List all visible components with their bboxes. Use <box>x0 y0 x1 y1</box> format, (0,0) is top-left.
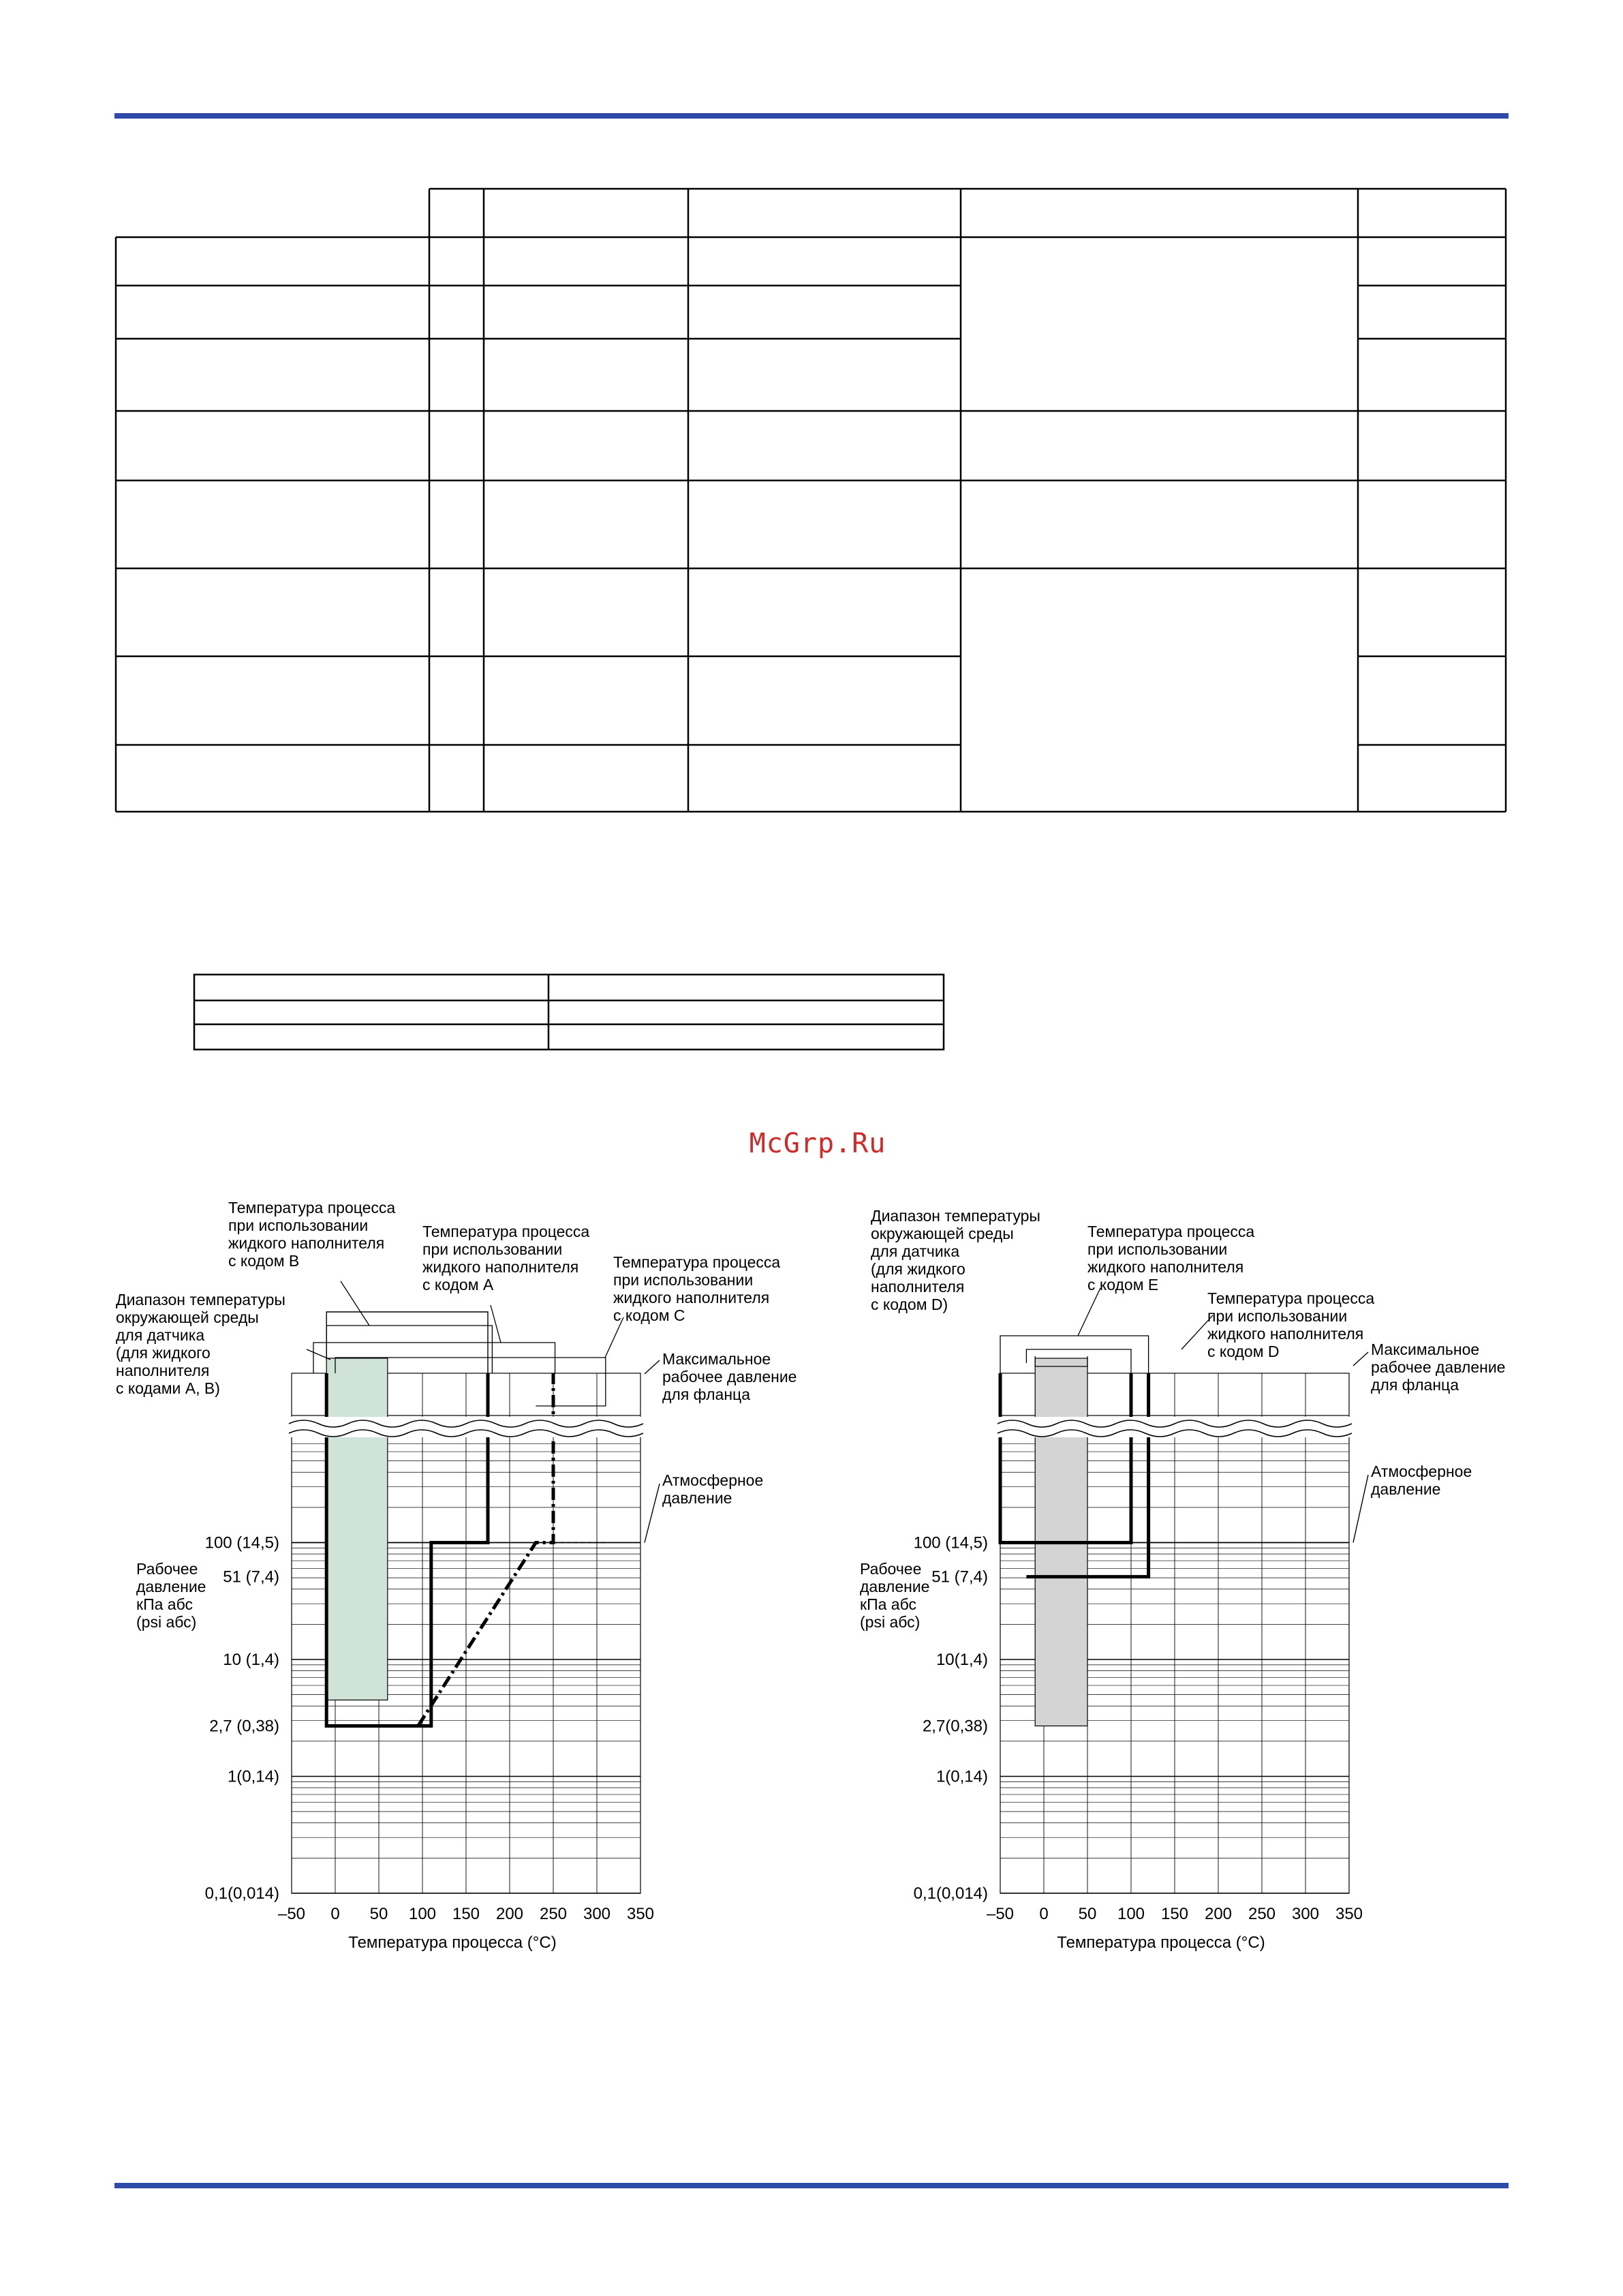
x-tick-label: 50 <box>1078 1905 1097 1923</box>
y-tick-label: 100 (14,5) <box>913 1533 988 1552</box>
annotation-ambient: наполнителя <box>116 1362 210 1379</box>
y-tick-label: 51 (7,4) <box>931 1567 988 1587</box>
x-axis-title: Температура процесса (°C) <box>348 1933 557 1952</box>
annotation-max_pressure: Максимальное <box>1371 1341 1480 1358</box>
y-axis-title: (psi абс) <box>860 1613 921 1632</box>
chart-right-labels <box>860 1207 1505 1952</box>
x-tick-label: 0 <box>1039 1905 1049 1923</box>
annotation-ambient: окружающей среды <box>116 1308 259 1326</box>
x-tick-label: 200 <box>495 1905 524 1923</box>
y-tick-label: 10(1,4) <box>936 1651 988 1669</box>
y-axis-title: кПа абс <box>860 1595 916 1614</box>
annotation-atmospheric: давление <box>662 1489 732 1507</box>
annotation-max_pressure: для фланца <box>662 1386 750 1403</box>
annotation-ambient: окружающей среды <box>871 1225 1014 1242</box>
y-tick-label: 10 (1,4) <box>223 1651 279 1669</box>
annotation-code_a: жидкого наполнителя <box>422 1258 579 1276</box>
x-tick-label: 150 <box>1160 1905 1189 1923</box>
annotation-ambient: Диапазон температуры <box>871 1207 1040 1225</box>
axis-break-mask <box>996 1417 1353 1437</box>
x-tick-label: 50 <box>369 1905 388 1923</box>
annotation-ambient: Диапазон температуры <box>116 1291 285 1308</box>
annotation-ambient: (для жидкого <box>871 1260 965 1278</box>
annotation-code_c: с кодом C <box>613 1306 685 1324</box>
y-tick-label: 2,7(0,38) <box>922 1717 988 1736</box>
annotation-code_b: жидкого наполнителя <box>228 1234 385 1252</box>
y-axis-title: кПа абс <box>136 1595 193 1614</box>
x-tick-label: 100 <box>408 1905 437 1923</box>
ambient-range-shade <box>326 1358 388 1700</box>
annotation-max_pressure: Максимальное <box>662 1350 771 1368</box>
annotation-atmospheric: давление <box>1371 1480 1441 1498</box>
y-tick-label: 51 (7,4) <box>223 1567 279 1587</box>
annotation-ambient: с кодом D) <box>871 1296 948 1313</box>
annotation-code_b: Температура процесса <box>228 1199 396 1216</box>
chart-left-ambient-shade <box>326 1358 388 1700</box>
annotation-code_d: Температура процесса <box>1207 1289 1375 1307</box>
x-axis-title: Температура процесса (°C) <box>1057 1933 1265 1952</box>
annotation-code_e: при использовании <box>1087 1240 1228 1258</box>
annotation-code_c: Температура процесса <box>613 1253 781 1271</box>
annotation-max_pressure: для фланца <box>1371 1376 1459 1394</box>
leader-max_pressure <box>645 1360 660 1374</box>
x-tick-label: 300 <box>583 1905 611 1923</box>
annotation-code_d: с кодом D <box>1207 1343 1280 1360</box>
annotation-code_d: при использовании <box>1207 1307 1348 1325</box>
leader-max_pressure <box>1353 1352 1368 1366</box>
y-axis-title: давление <box>860 1578 930 1596</box>
y-axis-title: давление <box>136 1578 206 1596</box>
annotation-max_pressure: рабочее давление <box>662 1368 797 1386</box>
bracket-line <box>341 1281 369 1326</box>
annotation-atmospheric: Атмосферное <box>662 1471 764 1489</box>
annotation-ambient: для датчика <box>871 1242 960 1260</box>
annotation-code_d: жидкого наполнителя <box>1207 1325 1364 1343</box>
x-tick-label: 350 <box>626 1905 655 1923</box>
x-tick-label: 300 <box>1291 1905 1320 1923</box>
annotation-ambient: с кодами A, B) <box>116 1379 220 1397</box>
annotation-code_c: жидкого наполнителя <box>613 1289 770 1306</box>
y-tick-label: 0,1(0,014) <box>913 1884 988 1903</box>
y-tick-label: 0,1(0,014) <box>204 1884 279 1903</box>
annotation-code_c: при использовании <box>613 1271 754 1289</box>
x-tick-label: –50 <box>986 1905 1015 1923</box>
bottom-rule <box>114 2183 1509 2188</box>
annotation-code_a: с кодом A <box>422 1276 494 1294</box>
annotation-code_a: Температура процесса <box>422 1223 590 1240</box>
chart-right-axis-break <box>996 1417 1353 1437</box>
x-tick-label: 250 <box>539 1905 568 1923</box>
annotation-ambient: наполнителя <box>871 1278 965 1296</box>
annotation-ambient: (для жидкого <box>116 1344 211 1362</box>
y-axis-title: Рабочее <box>136 1560 198 1578</box>
chart-left <box>102 1186 824 1976</box>
x-tick-label: 100 <box>1117 1905 1145 1923</box>
annotation-code_b: при использовании <box>228 1216 369 1234</box>
x-tick-label: 150 <box>452 1905 480 1923</box>
annotation-code_e: жидкого наполнителя <box>1087 1258 1244 1276</box>
x-tick-label: 350 <box>1335 1905 1363 1923</box>
x-tick-label: 0 <box>330 1905 340 1923</box>
small-table <box>191 971 948 1056</box>
x-tick-label: –50 <box>277 1905 306 1923</box>
y-axis-title: (psi абс) <box>136 1613 197 1632</box>
chart-left-axis-break <box>288 1417 645 1437</box>
y-tick-label: 1(0,14) <box>227 1767 279 1786</box>
y-tick-label: 1(0,14) <box>936 1767 988 1786</box>
bracket-line <box>1078 1288 1100 1336</box>
chart-right <box>811 1186 1533 1976</box>
annotation-max_pressure: рабочее давление <box>1371 1358 1506 1376</box>
annotation-code_b: с кодом B <box>228 1252 300 1270</box>
y-axis-title: Рабочее <box>860 1560 922 1578</box>
y-tick-label: 100 (14,5) <box>204 1533 279 1552</box>
leader-atmospheric <box>1353 1475 1368 1543</box>
watermark: McGrp.Ru <box>749 1128 886 1159</box>
annotation-ambient: для датчика <box>116 1326 205 1344</box>
x-tick-label: 250 <box>1248 1905 1276 1923</box>
axis-break-mask <box>288 1417 645 1437</box>
annotation-atmospheric: Атмосферное <box>1371 1463 1472 1480</box>
leader-atmospheric <box>645 1484 660 1543</box>
x-tick-label: 200 <box>1204 1905 1233 1923</box>
annotation-code_e: с кодом E <box>1087 1276 1159 1294</box>
annotation-code_e: Температура процесса <box>1087 1223 1255 1240</box>
annotation-code_a: при использовании <box>422 1240 563 1258</box>
y-tick-label: 2,7 (0,38) <box>209 1717 279 1736</box>
spec-table <box>0 0 1623 831</box>
